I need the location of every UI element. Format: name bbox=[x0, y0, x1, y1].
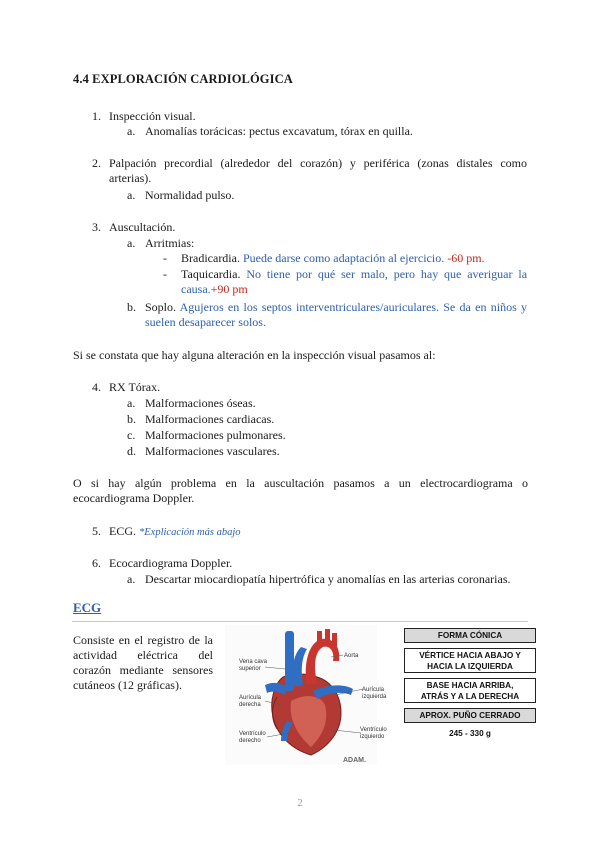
list-number: 2. bbox=[92, 156, 101, 170]
label-auricula-izq-2: izquierda bbox=[362, 694, 387, 700]
figure-credit: ADAM. bbox=[343, 757, 366, 764]
list-item: Malformaciones pulmonares. bbox=[145, 428, 286, 442]
label-auricula-der-2: derecha bbox=[239, 702, 261, 708]
list-dash: - bbox=[163, 251, 167, 265]
ecg-heading: ECG bbox=[73, 600, 102, 615]
list-letter: a. bbox=[127, 236, 136, 250]
list-item: Descartar miocardiopatía hipertrófica y anomalías en las arterias coronarias. bbox=[145, 572, 511, 586]
list-item: Arritmias: bbox=[145, 236, 195, 250]
label-vena-cava-1: Vena cava bbox=[239, 659, 268, 665]
label-ventriculo-der-1: Ventrículo bbox=[239, 731, 266, 737]
table-row: FORMA CÓNICA bbox=[404, 628, 536, 643]
page-number: 2 bbox=[297, 797, 303, 809]
list-item: Palpación precordial (alrededor del corazón) y periférica (zonas distales como arterias). bbox=[109, 156, 527, 185]
taquicardia-item bbox=[181, 267, 527, 297]
label-ventriculo-izq-1: Ventrículo bbox=[360, 727, 387, 733]
label-vena-cava-2: superior bbox=[239, 666, 261, 672]
list-item: RX Tórax. bbox=[109, 380, 161, 394]
term: Taquicardia. bbox=[181, 267, 241, 281]
list-number: 1. bbox=[92, 109, 101, 123]
label-auricula-izq-1: Aurícula bbox=[362, 687, 385, 693]
list-item: Malformaciones cardiacas. bbox=[145, 412, 275, 426]
term: Soplo. bbox=[145, 300, 177, 314]
table-row: 245 - 330 g bbox=[449, 729, 491, 738]
list-number: 6. bbox=[92, 556, 101, 570]
section-title: 4.4 EXPLORACIÓN CARDIOLÓGICA bbox=[73, 72, 293, 86]
label-ventriculo-izq-2: izquierdo bbox=[360, 734, 385, 740]
paragraph: Si se constata que hay alguna alteración en la inspección visual pasamos al: bbox=[73, 348, 436, 362]
list-item: Ecocardiograma Doppler. bbox=[109, 556, 233, 570]
table-row: VÉRTICE HACIA ABAJO Y HACIA LA IZQUIERDA bbox=[404, 648, 536, 673]
paragraph: O si hay algún problema en la auscultación pasamos a un electrocardiograma o ecocardiograma Doppler. bbox=[73, 476, 528, 505]
list-item bbox=[109, 524, 240, 540]
note-link[interactable]: *Explicación más abajo bbox=[139, 527, 241, 538]
list-number: 4. bbox=[92, 380, 101, 394]
list-letter: a. bbox=[127, 572, 136, 586]
list-letter: d. bbox=[127, 444, 136, 458]
heart-illustration bbox=[225, 625, 387, 765]
list-letter: a. bbox=[127, 396, 136, 410]
list-number: 5. bbox=[92, 524, 101, 538]
table-row: APROX. PUÑO CERRADO bbox=[404, 708, 536, 723]
value: +90 pm bbox=[210, 282, 248, 296]
list-letter: c. bbox=[127, 428, 136, 442]
table-row: BASE HACIA ARRIBA, ATRÁS Y A LA DERECHA bbox=[404, 678, 536, 703]
term: Bradicardia. bbox=[181, 251, 240, 265]
list-item: Normalidad pulso. bbox=[145, 188, 235, 202]
list-item: Inspección visual. bbox=[109, 109, 196, 123]
label-aorta: Aorta bbox=[344, 653, 359, 659]
bradicardia-item bbox=[181, 251, 485, 266]
note: Agujeros en los septos interventriculares/auriculares. Se da en niños y suelen desaparecer solos. bbox=[145, 300, 528, 329]
note: No tiene por qué ser malo, pero hay que averiguar la causa. bbox=[181, 267, 528, 296]
list-item: Malformaciones vasculares. bbox=[145, 444, 280, 458]
list-letter: a. bbox=[127, 188, 136, 202]
term: ECG. bbox=[109, 524, 136, 538]
label-ventriculo-der-2: derecho bbox=[239, 738, 261, 744]
list-letter: b. bbox=[127, 300, 136, 314]
list-item: Malformaciones óseas. bbox=[145, 396, 256, 410]
vena-cava-shape bbox=[285, 631, 294, 691]
list-letter: a. bbox=[127, 124, 136, 138]
heart-figure bbox=[225, 625, 387, 765]
list-letter: b. bbox=[127, 412, 136, 426]
soplo-item bbox=[145, 300, 527, 330]
list-item: Auscultación. bbox=[109, 220, 176, 234]
note: Puede darse como adaptación al ejercicio. bbox=[242, 251, 445, 265]
value: -60 pm. bbox=[447, 251, 485, 265]
list-number: 3. bbox=[92, 220, 101, 234]
label-auricula-der-1: Aurícula bbox=[239, 695, 262, 701]
ecg-paragraph: Consiste en el registro de la actividad eléctrica del corazón mediante sensores cutáneos (12 gráficas). bbox=[73, 633, 213, 692]
list-dash: - bbox=[163, 267, 167, 281]
list-item: Anomalías torácicas: pectus excavatum, tórax en quilla. bbox=[145, 124, 413, 138]
heading-rule bbox=[72, 621, 528, 622]
